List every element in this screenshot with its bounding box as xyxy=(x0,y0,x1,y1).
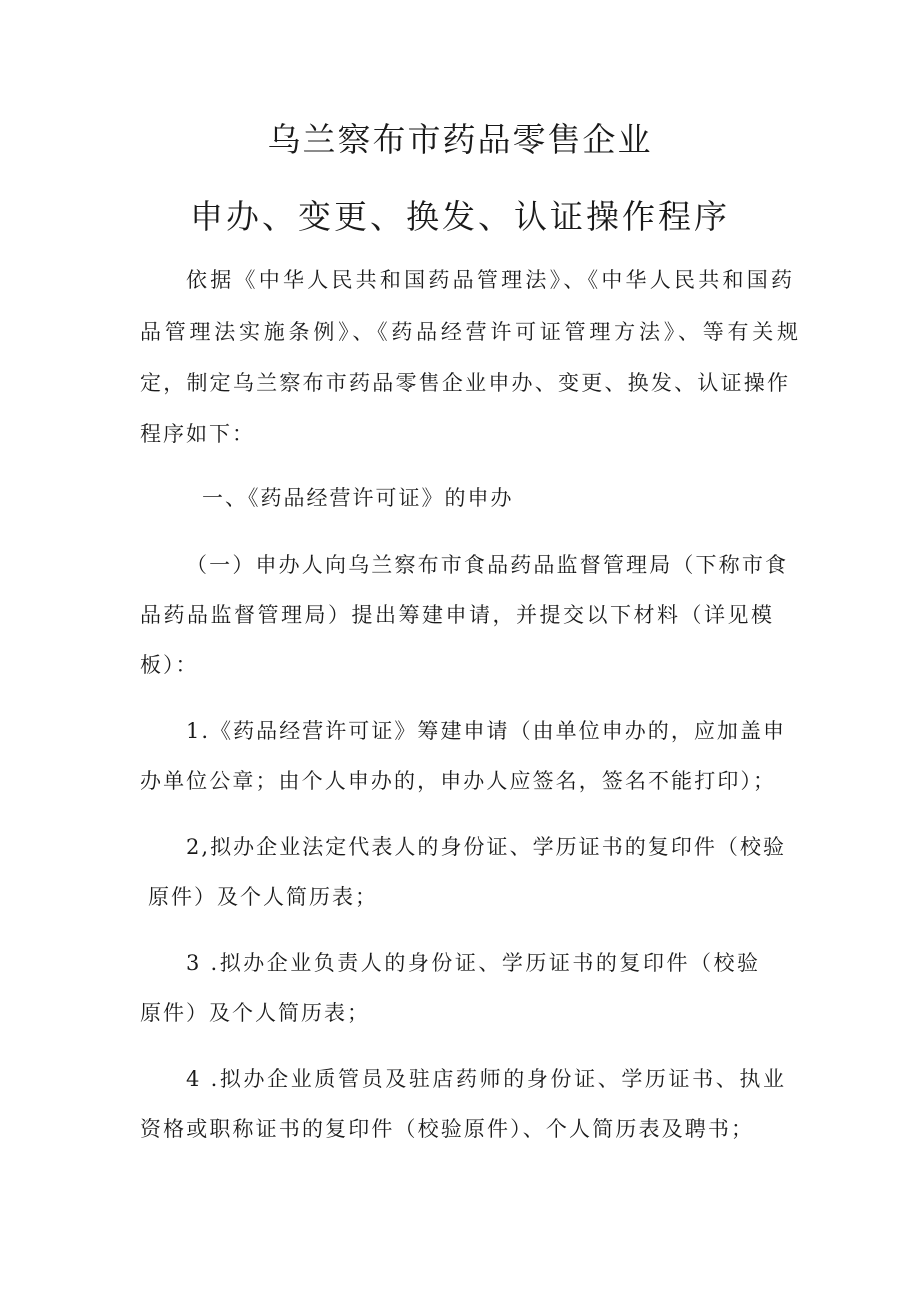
item-2-line-2: 原件）及个人简历表； xyxy=(148,885,378,909)
item-1-line-1: 1.《药品经营许可证》筹建申请（由单位申办的，应加盖申 xyxy=(186,719,786,743)
item-3-line-2: 原件）及个人简历表； xyxy=(140,1001,370,1025)
document-title-line-2: 申办、变更、换发、认证操作程序 xyxy=(190,197,730,236)
item-4-line-2: 资格或职称证书的复印件（校验原件）、个人简历表及聘书； xyxy=(140,1117,754,1141)
item-1-line-2: 办单位公章；由个人申办的，申办人应签名，签名不能打印）； xyxy=(140,769,776,793)
intro-line-3: 定，制定乌兰察布市药品零售企业申办、变更、换发、认证操作 xyxy=(140,371,790,395)
item-4-line-1: 4 .拟办企业质管员及驻店药师的身份证、学历证书、执业 xyxy=(186,1067,786,1091)
item-3-line-1: 3 .拟办企业负责人的身份证、学历证书的复印件（校验 xyxy=(186,951,760,975)
section-1-heading: 一、《药品经营许可证》的申办 xyxy=(202,486,514,510)
item-2-line-1: 2,拟办企业法定代表人的身份证、学历证书的复印件（校验 xyxy=(186,835,786,859)
intro-line-2: 品管理法实施条例》、《药品经营许可证管理方法》、等有关规 xyxy=(140,320,800,344)
step-1-line-3: 板）： xyxy=(140,653,199,677)
intro-line-1: 依据《中华人民共和国药品管理法》、《中华人民共和国药 xyxy=(186,268,794,292)
document-title-line-1: 乌兰察布市药品零售企业 xyxy=(267,120,653,159)
step-1-line-1: （一）申办人向乌兰察布市食品药品监督管理局（下称市食 xyxy=(186,553,788,577)
intro-line-4: 程序如下： xyxy=(140,422,255,446)
step-1-line-2: 品药品监督管理局）提出筹建申请，并提交以下材料（详见模 xyxy=(140,603,774,627)
